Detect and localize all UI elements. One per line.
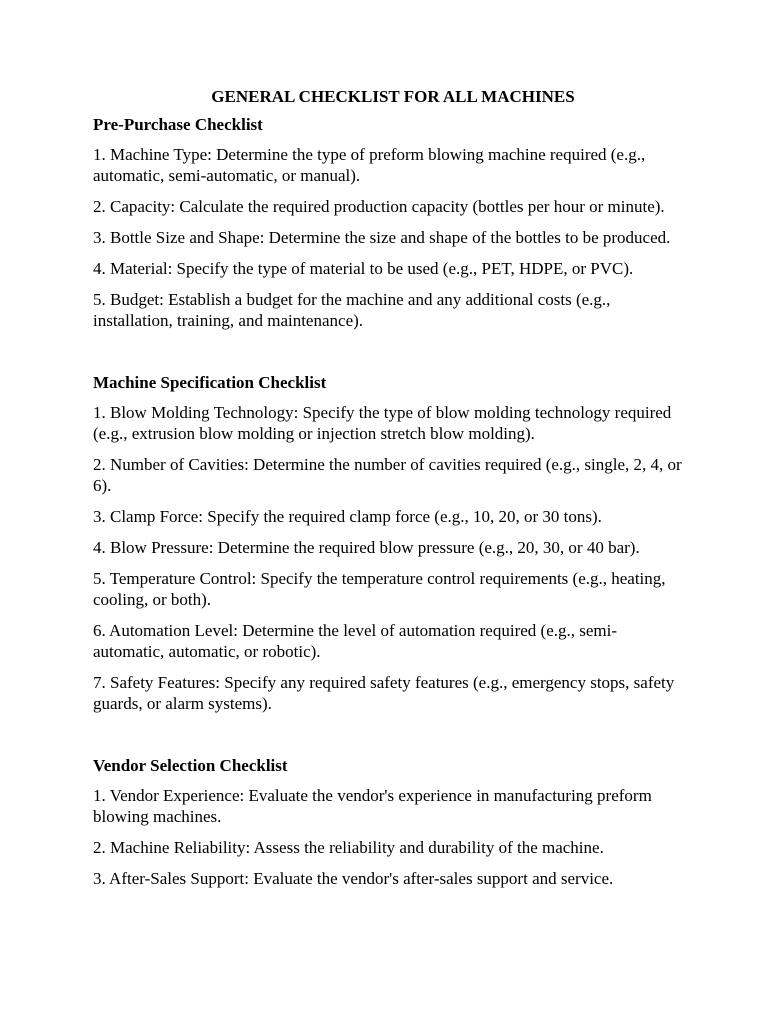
list-item: 7. Safety Features: Specify any required safety features (e.g., emergency stops, safety guards, or alarm systems). [93,673,675,713]
list-item: 4. Blow Pressure: Determine the required blow pressure (e.g., 20, 30, or 40 bar). [93,538,640,557]
list-item: 3. Clamp Force: Specify the required clamp force (e.g., 10, 20, or 30 tons). [93,507,602,526]
section-heading: Machine Specification Checklist [93,373,327,392]
list-item: 5. Temperature Control: Specify the temperature control requirements (e.g., heating, cooling, or both). [93,569,666,609]
list-item: 2. Number of Cavities: Determine the number of cavities required (e.g., single, 2, 4, or 6). [93,455,682,495]
list-item: 2. Machine Reliability: Assess the reliability and durability of the machine. [93,838,604,857]
list-item: 5. Budget: Establish a budget for the machine and any additional costs (e.g., installation, training, and maintenance). [93,290,611,330]
section-pre-purchase [93,114,683,331]
list-item: 3. Bottle Size and Shape: Determine the size and shape of the bottles to be produced. [93,228,671,247]
list-item: 1. Vendor Experience: Evaluate the vendor's experience in manufacturing preform blowing machines. [93,786,652,826]
page-title: GENERAL CHECKLIST FOR ALL MACHINES [211,87,575,106]
section-machine-specification [93,372,683,714]
document-page [93,86,683,899]
list-item: 4. Material: Specify the type of material to be used (e.g., PET, HDPE, or PVC). [93,259,634,278]
section-spacer [93,341,683,372]
section-heading: Vendor Selection Checklist [93,756,288,775]
section-vendor-selection [93,755,683,889]
list-item: 1. Machine Type: Determine the type of preform blowing machine required (e.g., automatic, semi-automatic, or manual). [93,145,646,185]
section-heading: Pre-Purchase Checklist [93,115,263,134]
list-item: 1. Blow Molding Technology: Specify the type of blow molding technology required (e.g., extrusion blow molding or injection stretch blow molding). [93,403,672,443]
section-spacer [93,724,683,755]
list-item: 2. Capacity: Calculate the required production capacity (bottles per hour or minute). [93,197,665,216]
list-item: 3. After-Sales Support: Evaluate the vendor's after-sales support and service. [93,869,614,888]
list-item: 6. Automation Level: Determine the level of automation required (e.g., semi-automatic, automatic, or robotic). [93,621,618,661]
